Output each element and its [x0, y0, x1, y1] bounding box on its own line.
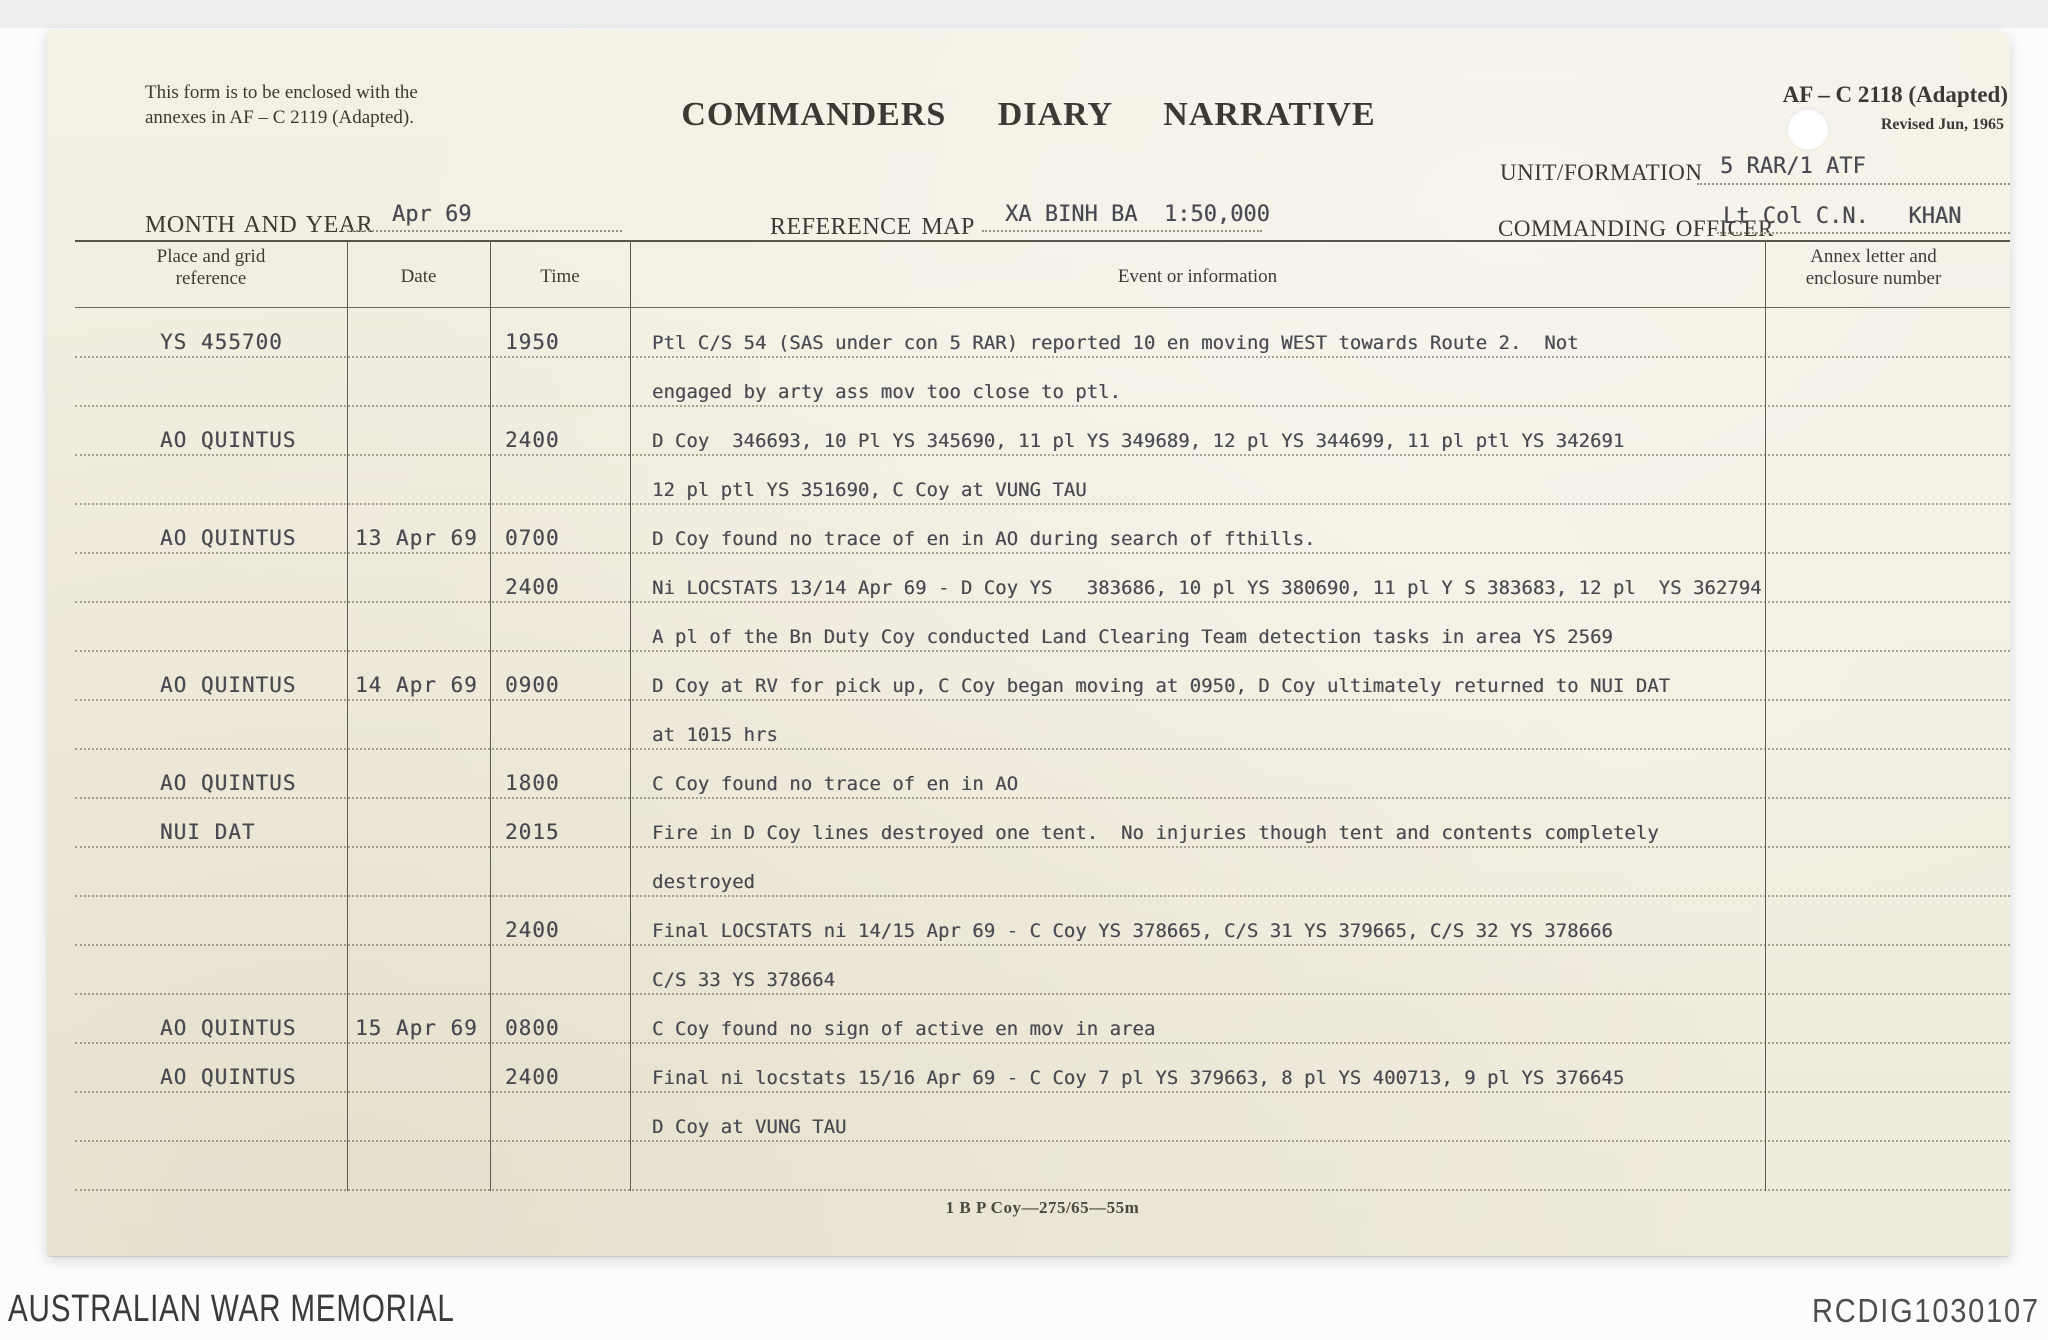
table-row [75, 1142, 2010, 1191]
table-row [75, 750, 2010, 799]
header-place-grid-text: Place and grid reference [156, 246, 266, 289]
cell-event: D Coy 346693, 10 Pl YS 345690, 11 pl YS 349689, 12 pl YS 344699, 11 pl ptl YS 342691 [652, 430, 1625, 452]
cell-time: 2400 [505, 1065, 560, 1089]
header-annex-text: Annex letter and enclosure number [1805, 246, 1942, 289]
cell-date: 13 Apr 69 [355, 526, 478, 550]
table-row [75, 897, 2010, 946]
cell-event: Final ni locstats 15/16 Apr 69 - C Coy 7 pl YS 379663, 8 pl YS 400713, 9 pl YS 376645 [652, 1067, 1625, 1089]
unit-formation-label: UNIT/FORMATION [1500, 160, 1703, 185]
header-annex [1765, 246, 1982, 290]
record-id: RCDIG1030107 [1812, 1292, 2040, 1329]
cell-time: 2400 [505, 575, 560, 599]
table-row [75, 799, 2010, 848]
enclosure-note-line1: This form is to be enclosed with the [145, 82, 418, 103]
cell-event: engaged by arty ass mov too close to ptl. [652, 381, 1121, 403]
document-paper [47, 30, 2010, 1256]
table-row [75, 1044, 2010, 1093]
header-place-grid [75, 246, 347, 290]
table-row [75, 995, 2010, 1044]
printer-code: 1 B P Coy—275/65—55m [945, 1198, 1140, 1217]
cell-event: Fire in D Coy lines destroyed one tent. No injuries though tent and contents completely [652, 822, 1659, 844]
cell-event: C Coy found no trace of en in AO [652, 773, 1019, 795]
form-title: COMMANDERS DIARY NARRATIVE [681, 96, 1376, 133]
cell-place: AO QUINTUS [160, 771, 297, 795]
cell-date: 14 Apr 69 [355, 673, 478, 697]
cell-place: AO QUINTUS [160, 1065, 297, 1089]
cell-event: D Coy found no trace of en in AO during search of fthills. [652, 528, 1316, 550]
archive-name: AUSTRALIAN WAR MEMORIAL [8, 1288, 455, 1330]
cell-time: 0800 [505, 1016, 560, 1040]
table-row [75, 407, 2010, 456]
table-row [75, 505, 2010, 554]
cell-place: YS 455700 [160, 330, 283, 354]
table-row [75, 309, 2010, 358]
table-row [75, 701, 2010, 750]
table-row [75, 652, 2010, 701]
cell-time: 2400 [505, 428, 560, 452]
cell-event: C/S 33 YS 378664 [652, 969, 836, 991]
cell-event: Ni LOCSTATS 13/14 Apr 69 - D Coy YS 383686, 10 pl YS 380690, 11 pl Y S 383683, 12 pl YS 362794 [652, 577, 1762, 599]
month-year-dotted-line [347, 208, 622, 232]
cell-event: Final LOCSTATS ni 14/15 Apr 69 - C Coy YS 378665, C/S 31 YS 379665, C/S 32 YS 378666 [652, 920, 1613, 942]
cell-event: destroyed [652, 871, 755, 893]
cell-time: 2400 [505, 918, 560, 942]
reference-map-value: XA BINH BA 1:50,000 [1005, 202, 1270, 227]
cell-time: 1950 [505, 330, 560, 354]
table-row [75, 1093, 2010, 1142]
cell-date: 15 Apr 69 [355, 1016, 478, 1040]
cell-event: at 1015 hrs [652, 724, 778, 746]
form-number: AF – C 2118 (Adapted) [1782, 82, 2008, 107]
table-row [75, 358, 2010, 407]
month-year-label: MONTH AND YEAR [145, 212, 374, 238]
cell-place: AO QUINTUS [160, 673, 297, 697]
hole-punch [1787, 108, 1829, 150]
cell-event: 12 pl ptl YS 351690, C Coy at VUNG TAU [652, 479, 1087, 501]
table-row [75, 603, 2010, 652]
table-top-border [75, 240, 2010, 242]
month-year-value: Apr 69 [392, 202, 472, 227]
cell-event: D Coy at VUNG TAU [652, 1116, 847, 1138]
cell-place: AO QUINTUS [160, 526, 297, 550]
cell-place: NUI DAT [160, 820, 256, 844]
cell-event: C Coy found no sign of active en mov in area [652, 1018, 1156, 1040]
header-time: Time [540, 266, 580, 287]
cell-place: AO QUINTUS [160, 428, 297, 452]
cell-event: D Coy at RV for pick up, C Coy began moving at 0950, D Coy ultimately returned to NUI DAT [652, 675, 1671, 697]
cell-time: 2015 [505, 820, 560, 844]
table-row [75, 456, 2010, 505]
table-row [75, 946, 2010, 995]
header-event: Event or information [1117, 266, 1278, 287]
form-revision-date: Revised Jun, 1965 [1880, 116, 2004, 133]
table-row [75, 554, 2010, 603]
table-row [75, 848, 2010, 897]
reference-map-label: REFERENCE MAP [770, 214, 975, 240]
header-date: Date [400, 266, 437, 287]
cell-event: A pl of the Bn Duty Coy conducted Land Clearing Team detection tasks in area YS 2569 [652, 626, 1613, 648]
table-header-separator [75, 307, 2010, 308]
enclosure-note-line2: annexes in AF – C 2119 (Adapted). [145, 107, 414, 128]
table-body [75, 309, 2010, 1191]
cell-place: AO QUINTUS [160, 1016, 297, 1040]
cell-time: 1800 [505, 771, 560, 795]
commanding-officer-value: Lt Col C.N. KHAN [1723, 204, 1962, 229]
commanding-officer-label: COMMANDING OFFICER [1498, 216, 1774, 241]
cell-time: 0700 [505, 526, 560, 550]
cell-event: Ptl C/S 54 (SAS under con 5 RAR) reported 10 en moving WEST towards Route 2. Not [652, 332, 1579, 354]
cell-time: 0900 [505, 673, 560, 697]
scan-background-strip [0, 0, 2048, 28]
unit-formation-value: 5 RAR/1 ATF [1720, 154, 1866, 179]
